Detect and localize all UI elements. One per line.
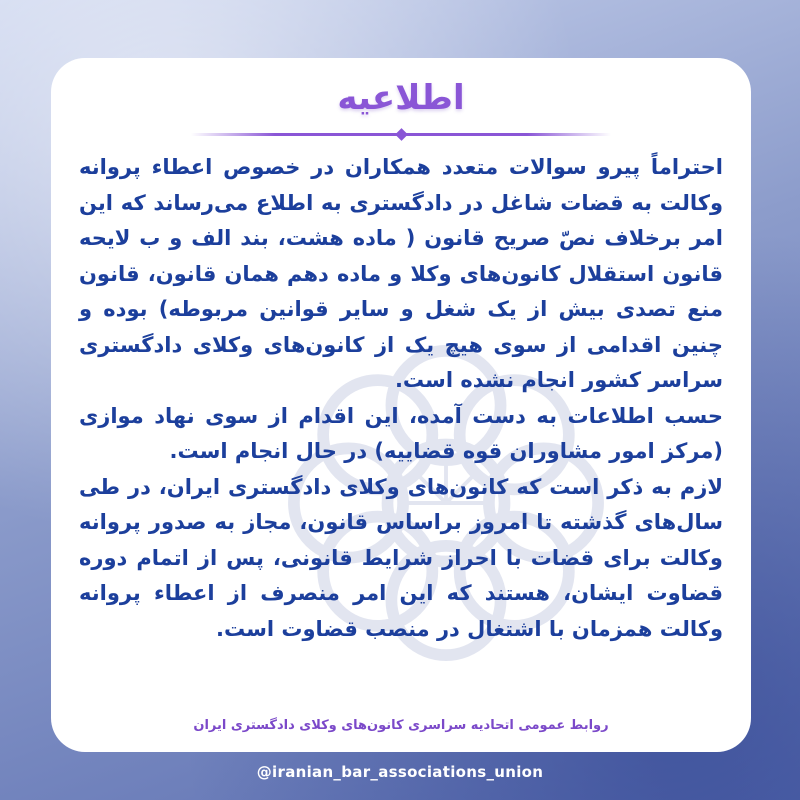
notice-card bbox=[51, 58, 751, 752]
notice-paragraph: احتراماً پیرو سوالات متعدد همکاران در خصوص اعطاء پروانه وکالت به قضات شاغل در دادگستری به اطلاع می‌رساند که این امر برخلاف نصّ صریح قانون ( ماده هشت، بند الف و ب لایحه قانون استقلال کانون‌های وکلا و ماده دهم همان قانون، قانون منع تصدی بیش از یک شغل و سایر قوانین مربوطه) بوده و چنین اقدامی از سوی هیچ یک از کانون‌های وکلای دادگستری سراسر کشور انجام نشده است. bbox=[79, 155, 723, 392]
notice-title: اطلاعیه bbox=[337, 78, 465, 118]
notice-body bbox=[79, 150, 723, 647]
notice-signature: روابط عمومی اتحادیه سراسری کانون‌های وکلای دادگستری ایران bbox=[193, 718, 609, 733]
notice-paragraph: لازم به ذکر است که کانون‌های وکلای دادگستری ایران، در طی سال‌های گذشته تا امروز براساس قانون، مجاز به صدور پروانه وکالت برای قضات با احراز شرایط قانونی، پس از اتمام دوره قضاوت ایشان، هستند که این امر منصرف از اعطاء پروانه وکالت همزمان با اشتغال در منصب قضاوت است. bbox=[79, 474, 723, 641]
social-handle: @iranian_bar_associations_union bbox=[256, 763, 544, 781]
title-divider bbox=[191, 133, 611, 136]
notice-paragraph: حسب اطلاعات به دست آمده، این اقدام از سوی نهاد موازی (مرکز امور مشاوران قوه قضاییه) در حال انجام است. bbox=[79, 403, 723, 463]
